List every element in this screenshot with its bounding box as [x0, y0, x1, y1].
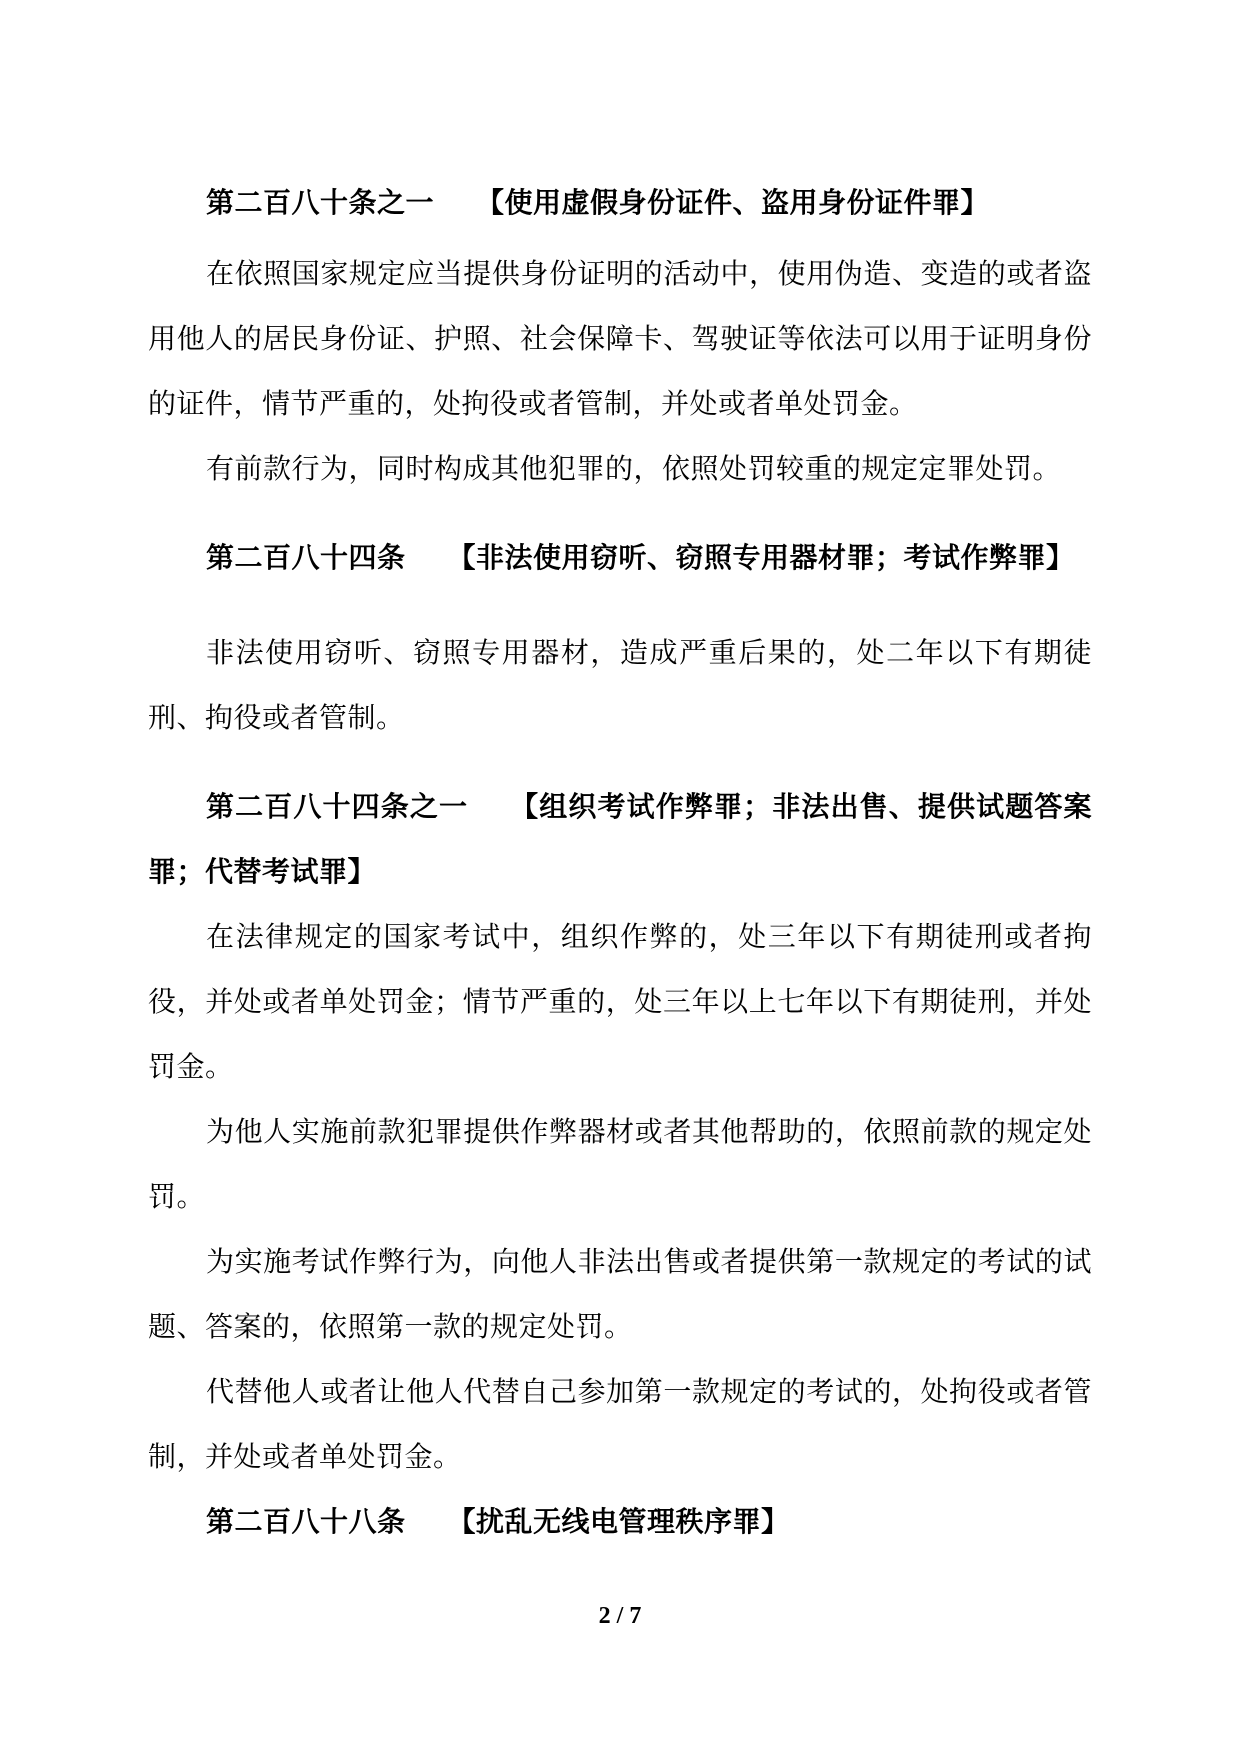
page-number: 2 / 7 — [598, 1603, 642, 1629]
section-heading — [148, 525, 1092, 590]
article-number: 第二百八十四条 — [206, 541, 406, 574]
paragraph: 为实施考试作弊行为，向他人非法出售或者提供第一款规定的考试的试题、答案的，依照第一款的规定处罚。 — [148, 1245, 1092, 1343]
paragraph: 在法律规定的国家考试中，组织作弊的，处三年以下有期徒刑或者拘役，并处或者单处罚金；情节严重的，处三年以上七年以下有期徒刑，并处罚金。 — [148, 920, 1092, 1083]
section-heading — [148, 170, 1092, 235]
section-heading — [148, 1489, 1092, 1554]
article-title: 【扰乱无线电管理秩序罪】 — [447, 1505, 790, 1538]
section-heading — [148, 774, 1092, 904]
paragraph: 非法使用窃听、窃照专用器材，造成严重后果的，处二年以下有期徒刑、拘役或者管制。 — [148, 636, 1092, 734]
article-number: 第二百八十四条之一 — [206, 790, 469, 823]
paragraph: 有前款行为，同时构成其他犯罪的，依照处罚较重的规定定罪处罚。 — [206, 452, 1062, 485]
article-number: 第二百八十条之一 — [206, 186, 435, 219]
paragraph: 代替他人或者让他人代替自己参加第一款规定的考试的，处拘役或者管制，并处或者单处罚金。 — [148, 1375, 1092, 1473]
article-title: 【组织考试作弊罪；非法出售、提供试题答案罪；代替考试罪】 — [148, 790, 1092, 888]
paragraph: 在依照国家规定应当提供身份证明的活动中，使用伪造、变造的或者盗用他人的居民身份证、护照、社会保障卡、驾驶证等依法可以用于证明身份的证件，情节严重的，处拘役或者管制，并处或者单处罚金。 — [148, 257, 1092, 420]
article-title: 【使用虚假身份证件、盗用身份证件罪】 — [476, 186, 990, 219]
article-title: 【非法使用窃听、窃照专用器材罪；考试作弊罪】 — [447, 541, 1075, 574]
paragraph: 为他人实施前款犯罪提供作弊器材或者其他帮助的，依照前款的规定处罚。 — [148, 1115, 1092, 1213]
document-body — [148, 170, 1092, 1554]
article-number: 第二百八十八条 — [206, 1505, 406, 1538]
